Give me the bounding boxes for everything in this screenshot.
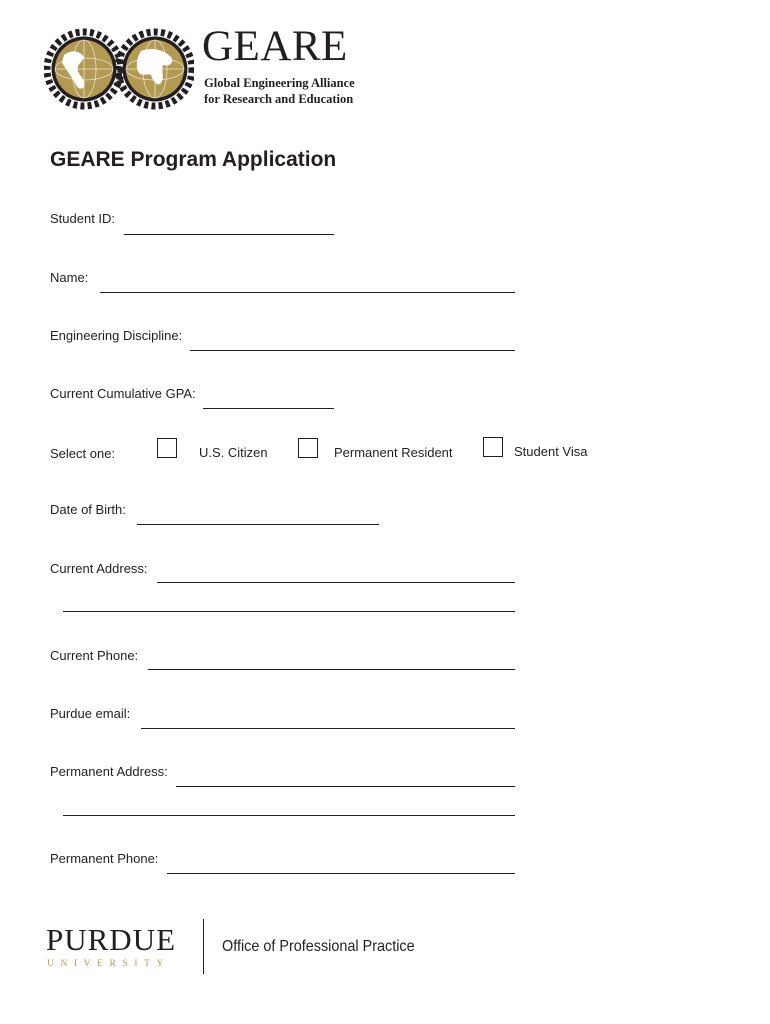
name-field[interactable] [100, 292, 515, 293]
us-citizen-label: U.S. Citizen [199, 445, 268, 460]
gpa-label: Current Cumulative GPA: [50, 386, 196, 401]
purdue-logo [46, 922, 196, 972]
office-name: Office of Professional Practice [222, 938, 415, 955]
university-wordmark: UNIVERSITY [47, 959, 170, 969]
gpa-field[interactable] [203, 408, 334, 409]
dob-field[interactable] [137, 524, 379, 525]
permanent-address-label: Permanent Address: [50, 764, 168, 779]
current-address-field-1[interactable] [157, 582, 515, 583]
current-phone-label: Current Phone: [50, 648, 139, 663]
current-phone-field[interactable] [148, 669, 515, 670]
student-visa-checkbox[interactable] [483, 437, 503, 457]
us-citizen-checkbox[interactable] [157, 438, 177, 458]
student-id-label: Student ID: [50, 211, 116, 226]
purdue-wordmark: PURDUE [46, 922, 177, 957]
page-title: GEARE Program Application [50, 148, 337, 171]
gear-globe-icon [44, 28, 194, 110]
purdue-email-label: Purdue email: [50, 706, 131, 721]
discipline-label: Engineering Discipline: [50, 328, 183, 343]
current-address-field-2[interactable] [63, 611, 515, 612]
student-visa-label: Student Visa [514, 444, 588, 459]
geare-tagline-1: Global Engineering Alliance [204, 76, 355, 90]
geare-tagline-2: for Research and Education [204, 92, 354, 106]
permanent-address-field-1[interactable] [176, 786, 515, 787]
current-address-label: Current Address: [50, 561, 148, 576]
name-label: Name: [50, 270, 89, 285]
discipline-field[interactable] [190, 350, 515, 351]
purdue-email-field[interactable] [141, 728, 515, 729]
footer-divider [203, 919, 204, 974]
permanent-resident-checkbox[interactable] [298, 438, 318, 458]
student-id-field[interactable] [124, 234, 334, 235]
permanent-phone-field[interactable] [167, 873, 515, 874]
permanent-resident-label: Permanent Resident [334, 445, 453, 460]
select-one-label: Select one: [50, 446, 116, 461]
geare-logo [44, 23, 364, 110]
permanent-address-field-2[interactable] [63, 815, 515, 816]
geare-wordmark: GEARE [202, 23, 348, 70]
permanent-phone-label: Permanent Phone: [50, 851, 159, 866]
dob-label: Date of Birth: [50, 502, 126, 517]
